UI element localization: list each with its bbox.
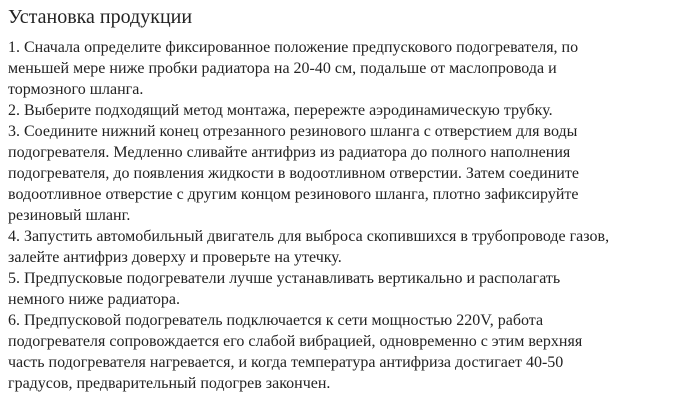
- step-6: 6. Предпусковой подогреватель подключается к сети мощностью 220V, работа подогревателя сопровождается его слабой вибрацией, одновременно с этим верхняя часть подогревателя нагревается, и когда температура антифриза достигает 40-50 градусов, предварительный подогрев закончен.: [8, 312, 583, 392]
- step-4: 4. Запустить автомобильный двигатель для выброса скопившихся в трубопроводе газов, залейте антифриз доверху и проверьте на утечку.: [8, 228, 610, 266]
- installation-steps: [8, 37, 698, 394]
- step-5: 5. Предпусковые подогреватели лучше устанавливать вертикально и располагать немного ниже радиатора.: [8, 270, 561, 308]
- document-title: Установка продукции: [8, 6, 193, 28]
- step-3: 3. Соедините нижний конец отрезанного резинового шланга с отверстием для воды подогревателя. Медленно сливайте антифриз из радиатора до полного наполнения подогревателя, до появления жидкости в водоотливном отверстии. Затем соедините водоотливное отверстие с другим концом резинового шланга, плотно зафиксируйте резиновый шланг.: [8, 123, 579, 224]
- step-1: 1. Сначала определите фиксированное положение предпускового подогревателя, по меньшей мере ниже пробки радиатора на 20-40 см, подальше от маслопровода и тормозного шланга.: [8, 39, 579, 98]
- step-2: 2. Выберите подходящий метод монтажа, перережте аэродинамическую трубку.: [8, 102, 553, 119]
